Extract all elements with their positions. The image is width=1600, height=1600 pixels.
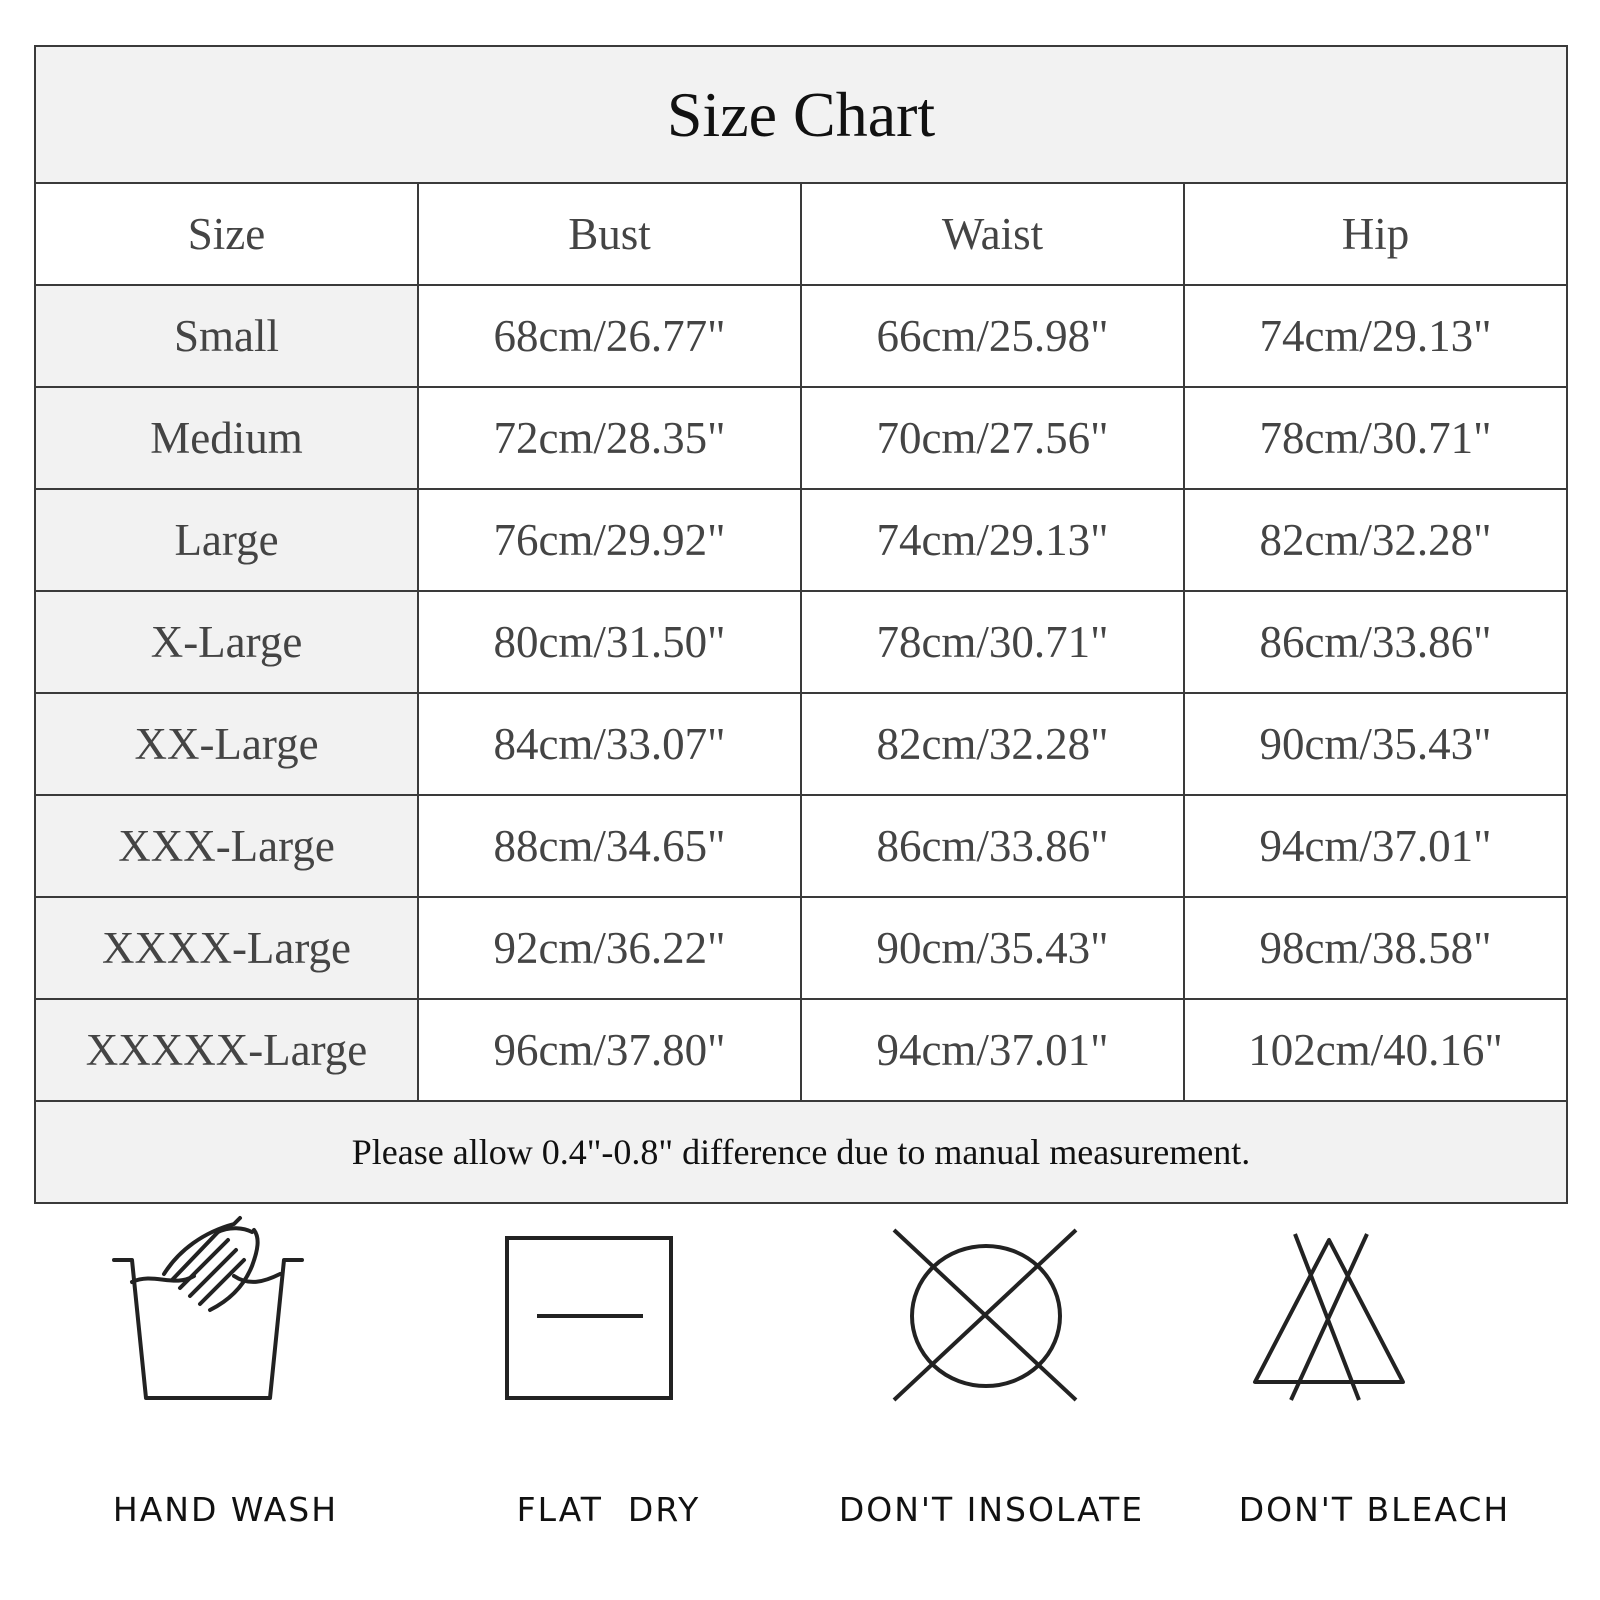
waist-cell: 90cm/35.43" xyxy=(801,897,1184,999)
column-header-bust: Bust xyxy=(418,183,801,285)
care-label: DON'T BLEACH xyxy=(1238,1490,1511,1529)
bust-cell: 92cm/36.22" xyxy=(418,897,801,999)
care-item-dont-insolate xyxy=(800,1210,1183,1540)
table-row xyxy=(35,795,1567,897)
flat-dry-icon xyxy=(417,1210,800,1490)
bust-cell: 96cm/37.80" xyxy=(418,999,801,1101)
bust-cell: 84cm/33.07" xyxy=(418,693,801,795)
do-not-insolate-icon xyxy=(800,1210,1183,1490)
size-cell: Medium xyxy=(35,387,418,489)
size-cell: X-Large xyxy=(35,591,418,693)
care-item-flat-dry xyxy=(417,1210,800,1540)
column-header-size: Size xyxy=(35,183,418,285)
column-header-waist: Waist xyxy=(801,183,1184,285)
waist-cell: 94cm/37.01" xyxy=(801,999,1184,1101)
waist-cell: 86cm/33.86" xyxy=(801,795,1184,897)
hip-cell: 86cm/33.86" xyxy=(1184,591,1567,693)
care-label: HAND WASH xyxy=(112,1490,339,1529)
hip-cell: 78cm/30.71" xyxy=(1184,387,1567,489)
care-label: FLAT DRY xyxy=(516,1490,701,1529)
care-instructions xyxy=(34,1210,1568,1540)
table-row xyxy=(35,489,1567,591)
title-row xyxy=(35,46,1567,183)
size-cell: XX-Large xyxy=(35,693,418,795)
table-row xyxy=(35,591,1567,693)
size-cell: Large xyxy=(35,489,418,591)
hip-cell: 98cm/38.58" xyxy=(1184,897,1567,999)
note-row xyxy=(35,1101,1567,1203)
size-chart-table xyxy=(34,45,1568,1204)
column-header-hip: Hip xyxy=(1184,183,1567,285)
table-row xyxy=(35,999,1567,1101)
hip-cell: 102cm/40.16" xyxy=(1184,999,1567,1101)
table-row xyxy=(35,897,1567,999)
table-row xyxy=(35,285,1567,387)
care-label: DON'T INSOLATE xyxy=(838,1490,1145,1529)
bust-cell: 88cm/34.65" xyxy=(418,795,801,897)
waist-cell: 66cm/25.98" xyxy=(801,285,1184,387)
waist-cell: 78cm/30.71" xyxy=(801,591,1184,693)
bust-cell: 72cm/28.35" xyxy=(418,387,801,489)
waist-cell: 70cm/27.56" xyxy=(801,387,1184,489)
size-cell: Small xyxy=(35,285,418,387)
bust-cell: 76cm/29.92" xyxy=(418,489,801,591)
measurement-note: Please allow 0.4"-0.8" difference due to manual measurement. xyxy=(35,1101,1567,1203)
size-cell: XXXX-Large xyxy=(35,897,418,999)
header-row xyxy=(35,183,1567,285)
table-title: Size Chart xyxy=(35,46,1567,183)
do-not-bleach-icon xyxy=(1183,1210,1566,1490)
table-row xyxy=(35,693,1567,795)
size-cell: XXXXX-Large xyxy=(35,999,418,1101)
size-chart-sheet xyxy=(34,45,1568,1204)
hip-cell: 74cm/29.13" xyxy=(1184,285,1567,387)
waist-cell: 82cm/32.28" xyxy=(801,693,1184,795)
waist-cell: 74cm/29.13" xyxy=(801,489,1184,591)
hip-cell: 82cm/32.28" xyxy=(1184,489,1567,591)
bust-cell: 68cm/26.77" xyxy=(418,285,801,387)
care-item-dont-bleach xyxy=(1183,1210,1566,1540)
bust-cell: 80cm/31.50" xyxy=(418,591,801,693)
hip-cell: 90cm/35.43" xyxy=(1184,693,1567,795)
table-row xyxy=(35,387,1567,489)
hip-cell: 94cm/37.01" xyxy=(1184,795,1567,897)
hand-wash-icon xyxy=(34,1210,417,1490)
care-item-hand-wash xyxy=(34,1210,417,1540)
size-cell: XXX-Large xyxy=(35,795,418,897)
